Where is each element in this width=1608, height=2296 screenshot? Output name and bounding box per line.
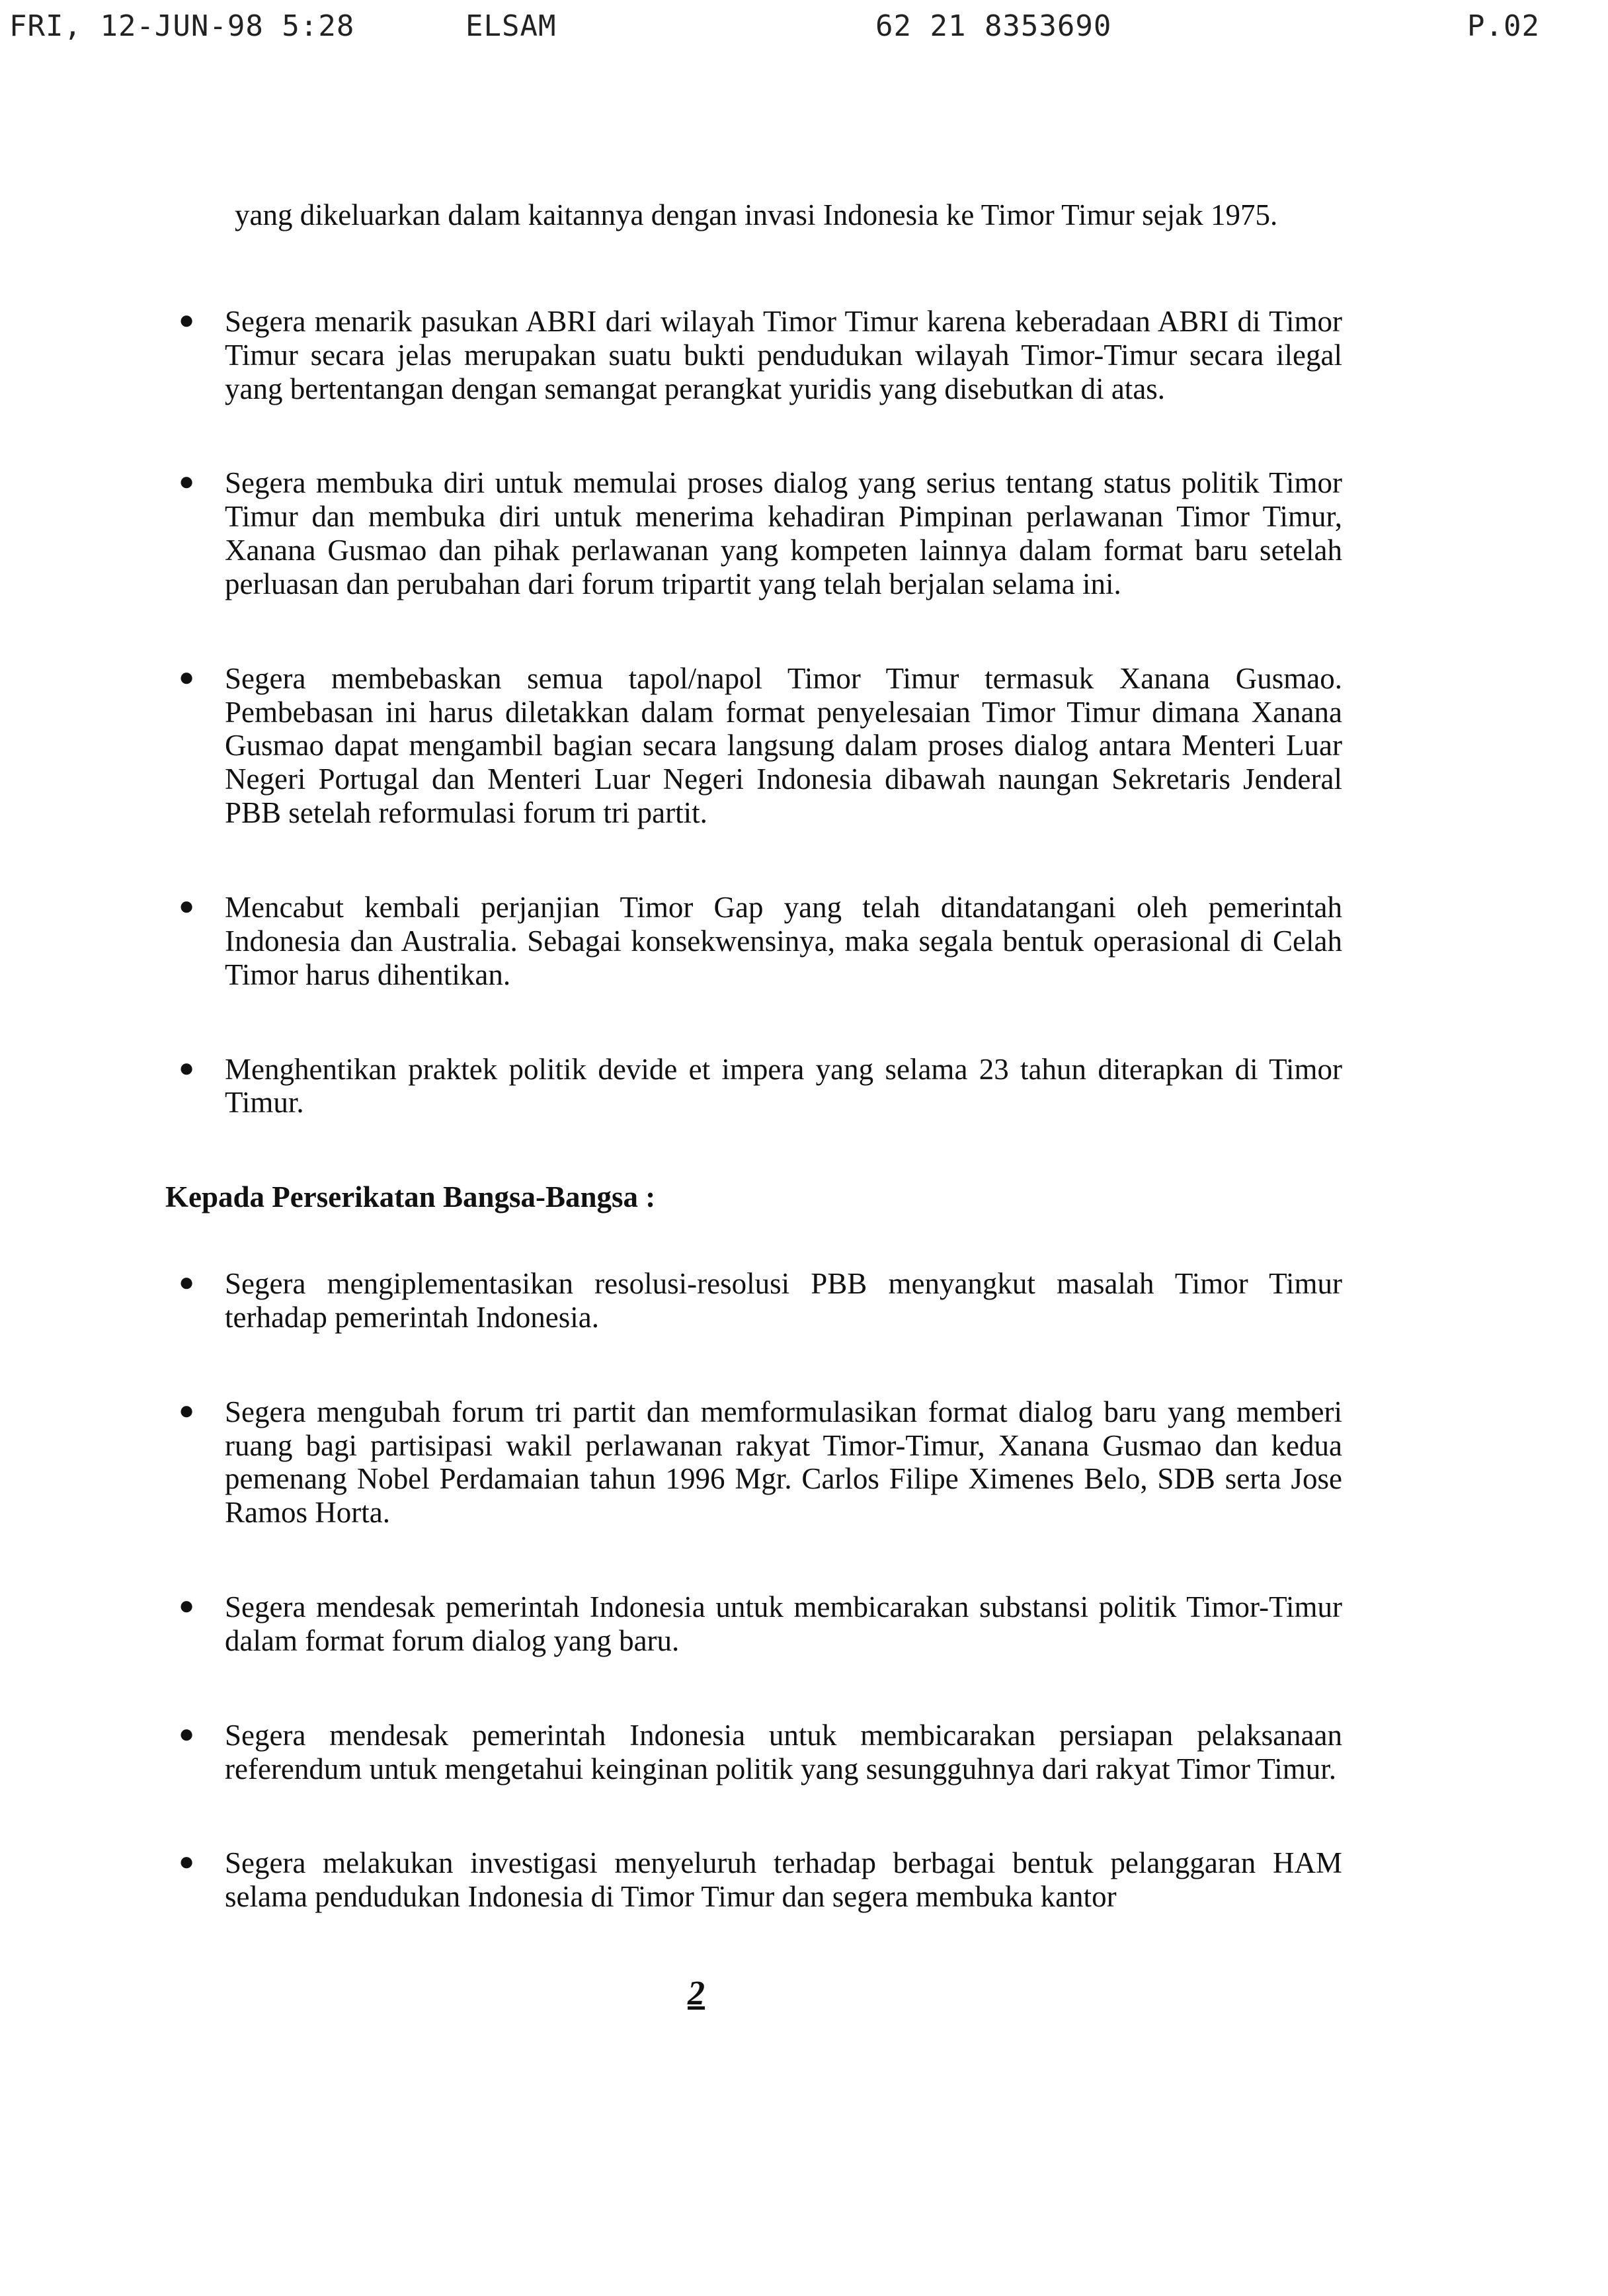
bullet-icon: ●: [179, 466, 195, 497]
list-item-text: Menghentikan praktek politik devide et impera yang selama 23 tahun diterapkan di Timor Timur.: [225, 1052, 1342, 1120]
lead-paragraph: yang dikeluarkan dalam kaitannya dengan invasi Indonesia ke Timor Timur sejak 1975.: [235, 198, 1278, 231]
list-item: [165, 466, 1342, 600]
list-item: [165, 891, 1342, 992]
bullet-icon: ●: [179, 1846, 195, 1877]
section2-list: [165, 1267, 1342, 1914]
fax-number: 62 21 8353690: [875, 9, 1112, 43]
fax-header: [9, 9, 1540, 49]
list-item-text: Segera mendesak pemerintah Indonesia untuk membicarakan substansi politik Timor-Timur dalam format forum dialog yang baru.: [225, 1590, 1342, 1657]
list-item: [165, 1395, 1342, 1530]
document-body: [165, 198, 1342, 1975]
bullet-icon: ●: [179, 304, 195, 335]
list-item: [165, 1053, 1342, 1120]
section1-list: [165, 305, 1342, 1120]
list-item-text: Segera mengubah forum tri partit dan memformulasikan format dialog baru yang memberi ruang bagi partisipasi wakil perlawanan rakyat Timor-Timur, Xanana Gusmao dan kedua pemenang Nobel Perdamaian tahun 1996 Mgr. Carlos Filipe Ximenes Belo, SDB serta Jose Ramos Horta.: [225, 1395, 1342, 1530]
list-item-text: Segera menarik pasukan ABRI dari wilayah Timor Timur karena keberadaan ABRI di Timor Timur secara jelas merupakan suatu bukti pendudukan wilayah Timor-Timur secara ilegal yang bertentangan dengan semangat perangkat yuridis yang disebutkan di atas.: [225, 304, 1342, 405]
list-item: [165, 1846, 1342, 1914]
section-heading: Kepada Perserikatan Bangsa-Bangsa :: [165, 1180, 656, 1214]
list-item-text: Mencabut kembali perjanjian Timor Gap yang telah ditandatangani oleh pemerintah Indonesia dan Australia. Sebagai konsekwensinya, maka segala bentuk operasional di Celah Timor harus dihentikan.: [225, 890, 1342, 991]
list-item-text: Segera mendesak pemerintah Indonesia untuk membicarakan persiapan pelaksanaan referendum untuk mengetahui keinginan politik yang sesungguhnya dari rakyat Timor Timur.: [225, 1718, 1342, 1785]
fax-date: FRI, 12-JUN-98 5:28: [9, 9, 355, 43]
list-item: [165, 1267, 1342, 1334]
bullet-icon: ●: [179, 890, 195, 921]
list-item: [165, 305, 1342, 406]
bullet-icon: ●: [179, 1052, 195, 1083]
bullet-icon: ●: [179, 1590, 195, 1621]
page-number: 2: [688, 1975, 705, 2012]
list-item: [165, 662, 1342, 830]
fax-sender: ELSAM: [465, 9, 557, 43]
list-item-text: Segera membebaskan semua tapol/napol Timor Timur termasuk Xanana Gusmao. Pembebasan ini harus diletakkan dalam format penyelesaian Timor Timur dimana Xanana Gusmao dapat mengambil bagian secara langsung dalam proses dialog antara Menteri Luar Negeri Portugal dan Menteri Luar Negeri Indonesia dibawah naungan Sekretaris Jenderal PBB setelah reformulasi forum tri partit.: [225, 661, 1342, 830]
bullet-icon: ●: [179, 1267, 195, 1297]
list-item: [165, 1590, 1342, 1658]
list-item-text: Segera membuka diri untuk memulai proses dialog yang serius tentang status politik Timor Timur dan membuka diri untuk menerima kehadiran Pimpinan perlawanan Timor Timur, Xanana Gusmao dan pihak perlawanan yang kompeten lainnya dalam format baru setelah perluasan dan perubahan dari forum tripartit yang telah berjalan selama ini.: [225, 466, 1342, 600]
list-item-text: Segera mengiplementasikan resolusi-resolusi PBB menyangkut masalah Timor Timur terhadap pemerintah Indonesia.: [225, 1267, 1342, 1334]
bullet-icon: ●: [179, 1718, 195, 1748]
bullet-icon: ●: [179, 1395, 195, 1425]
fax-page: P.02: [1467, 9, 1540, 43]
list-item-text: Segera melakukan investigasi menyeluruh terhadap berbagai bentuk pelanggaran HAM selama pendudukan Indonesia di Timor Timur dan segera membuka kantor: [225, 1846, 1342, 1914]
bullet-icon: ●: [179, 661, 195, 692]
list-item: [165, 1719, 1342, 1786]
